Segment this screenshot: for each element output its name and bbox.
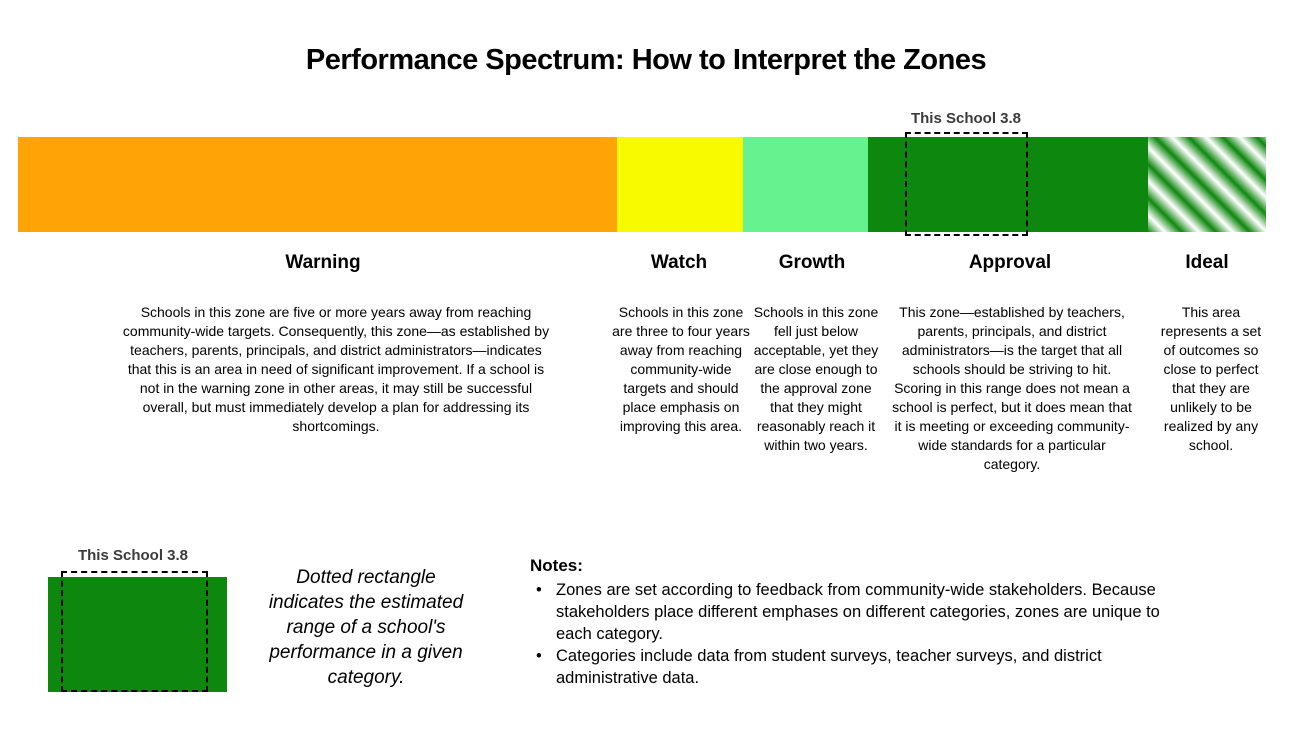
notes-item: • Categories include data from student surveys, teacher surveys, and district administrative data. xyxy=(530,645,1192,689)
zone-label-growth: Growth xyxy=(778,252,846,273)
zone-description-growth: Schools in this zone fell just below acceptable, yet they are close enough to the approval zone that they might reasonably reach it within two years. xyxy=(753,304,879,453)
zone-label-warning: Warning xyxy=(285,252,361,273)
legend-caption: Dotted rectangle indicates the estimated range of a school's performance in a given category. xyxy=(268,567,464,688)
school-score-label: This School 3.8 xyxy=(910,110,1022,127)
legend-school-score-label: This School 3.8 xyxy=(77,547,189,564)
zone-segment-warning xyxy=(18,137,617,232)
zone-description-approval: This zone—established by teachers, parents, principals, and district administrators—is the target that all schools should be striving to hit. Scoring in this range does not mean a school is perfect, but it does mean that it is meeting or exceeding community-wide standards for a particular category. xyxy=(892,304,1132,472)
zone-label-approval: Approval xyxy=(968,252,1052,273)
zone-label-watch: Watch xyxy=(650,252,708,273)
zone-description-watch: Schools in this zone are three to four years away from reaching community-wide targets and should place emphasis on improving this area. xyxy=(612,304,750,434)
notes-list xyxy=(530,579,1192,689)
zone-segment-ideal xyxy=(1148,137,1266,232)
spectrum-bar xyxy=(18,137,1266,232)
notes-item: • Zones are set according to feedback from community-wide stakeholders. Because stakeholders place different emphases on different categories, zones are unique to each category. xyxy=(530,579,1192,645)
notes-section xyxy=(530,556,1192,689)
zone-segment-watch xyxy=(617,137,743,232)
legend-dotted-rect xyxy=(61,571,208,692)
zone-segment-growth xyxy=(743,137,868,232)
school-score-range-rect xyxy=(905,132,1028,236)
zone-description-ideal: This area represents a set of outcomes so close to perfect that they are unlikely to be realized by any school. xyxy=(1160,304,1262,453)
notes-heading: Notes: xyxy=(530,556,583,575)
zone-label-ideal: Ideal xyxy=(1185,252,1229,273)
figure-title: Performance Spectrum: How to Interpret the Zones xyxy=(305,44,987,76)
zone-description-warning: Schools in this zone are five or more years away from reaching community-wide targets. Consequently, this zone—as established by teachers, parents, principals, and district administrators—indicates that this is an area in need of significant improvement. If a school is not in the warning zone in other areas, it may still be successful overall, but must immediately develop a plan for addressing its shortcomings. xyxy=(122,304,550,434)
